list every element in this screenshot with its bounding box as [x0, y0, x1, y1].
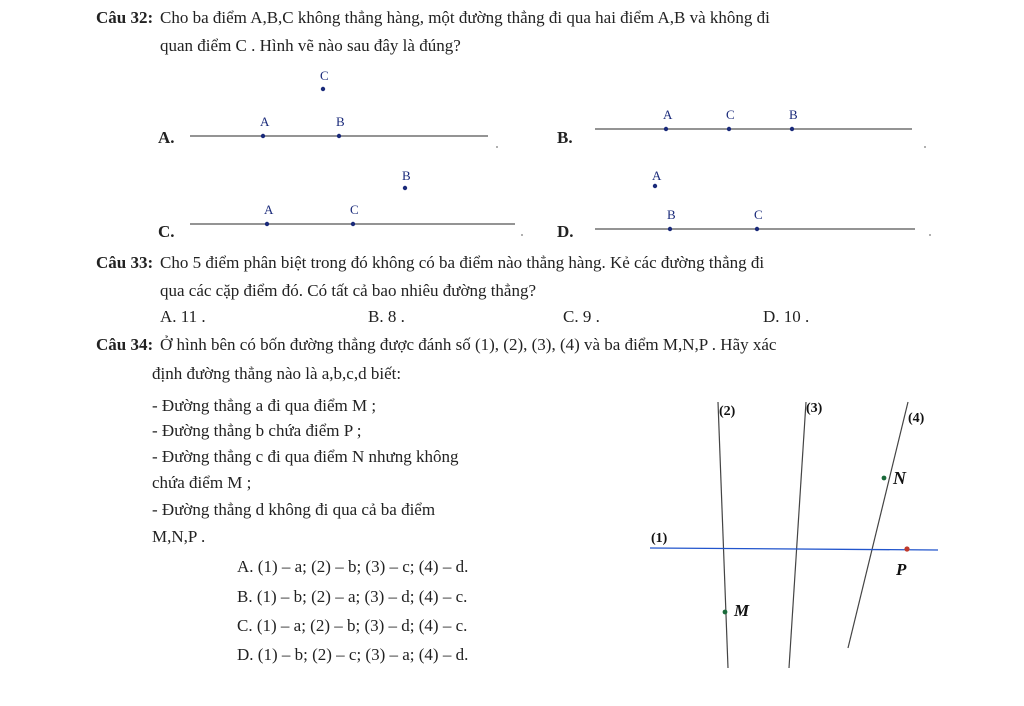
q34-answer-a[interactable]: A. (1) – a; (2) – b; (3) – c; (4) – d. — [237, 557, 469, 576]
q34-line-label-3: (3) — [806, 401, 823, 416]
fig-c-label-a: A — [264, 202, 274, 217]
q34-line-label-2: (2) — [719, 404, 736, 419]
fig-c-label-b: B — [402, 168, 411, 183]
q34-point-p — [904, 546, 909, 551]
q34-line-3 — [789, 402, 806, 668]
fig-a-label-a: A — [260, 114, 270, 129]
fig-d-label-b: B — [667, 207, 676, 222]
q34-text-line2: định đường thẳng nào là a,b,c,d biết: — [152, 364, 402, 383]
q34-point-m — [723, 610, 728, 615]
fig-a-label-c: C — [320, 68, 329, 83]
q34-point-label-p: P — [896, 560, 907, 579]
fig-b-label-a: A — [663, 107, 673, 122]
q34-line-2 — [718, 402, 728, 668]
q33-answer-c[interactable]: C. 9 . — [563, 307, 600, 326]
q34-condition-c: - Đường thẳng c đi qua điểm N nhưng không — [152, 447, 459, 466]
q34-line-4 — [848, 402, 908, 648]
q34-answer-c[interactable]: C. (1) – a; (2) – b; (3) – d; (4) – c. — [237, 616, 468, 635]
q32-option-d[interactable]: D. — [557, 222, 574, 241]
q34-line-label-4: (4) — [908, 411, 925, 426]
q34-point-n — [882, 476, 887, 481]
q32-option-c[interactable]: C. — [158, 222, 175, 241]
q33-text-line2: qua các cặp điểm đó. Có tất cả bao nhiêu đường thẳng? — [160, 281, 537, 300]
q34-condition-d-cont: M,N,P . — [152, 527, 206, 546]
fig-c-label-c: C — [350, 202, 359, 217]
q32-text-line2: quan điểm C . Hình vẽ nào sau đây là đúng? — [160, 36, 461, 55]
q33-answer-b[interactable]: B. 8 . — [368, 307, 405, 326]
q32-option-b[interactable]: B. — [557, 128, 573, 147]
q32-text-line1: Cho ba điểm A,B,C không thẳng hàng, một đường thẳng đi qua hai điểm A,B và không đi — [160, 8, 770, 27]
q34-condition-c-cont: chứa điểm M ; — [152, 473, 252, 492]
q34-condition-d: - Đường thẳng d không đi qua cả ba điểm — [152, 500, 436, 519]
q34-point-label-n: N — [893, 468, 906, 488]
q34-point-label-m: M — [734, 601, 750, 620]
q32-option-a[interactable]: A. — [158, 128, 175, 147]
fig-b-label-b: B — [789, 107, 798, 122]
q33-label: Câu 33: — [96, 253, 154, 272]
q34-answer-b[interactable]: B. (1) – b; (2) – a; (3) – d; (4) – c. — [237, 587, 468, 606]
q34-condition-a: - Đường thẳng a đi qua điểm M ; — [152, 396, 377, 415]
q34-answer-d[interactable]: D. (1) – b; (2) – c; (3) – a; (4) – d. — [237, 645, 469, 664]
q34-line-1 — [650, 548, 938, 550]
fig-d-label-c: C — [754, 207, 763, 222]
q33-answer-d[interactable]: D. 10 . — [763, 307, 810, 326]
q34-label: Câu 34: — [96, 335, 154, 354]
fig-d-label-a: A — [652, 168, 662, 183]
q34-line-label-1: (1) — [651, 531, 668, 546]
fig-b-label-c: C — [726, 107, 735, 122]
q34-text-line1: Ở hình bên có bốn đường thẳng được đánh số (1), (2), (3), (4) và ba điểm M,N,P . Hãy xác — [160, 335, 777, 354]
q33-text-line1: Cho 5 điểm phân biệt trong đó không có ba điểm nào thẳng hàng. Kẻ các đường thẳng đi — [160, 253, 765, 272]
q34-condition-b: - Đường thẳng b chứa điểm P ; — [152, 421, 362, 440]
q33-answer-a[interactable]: A. 11 . — [160, 307, 206, 326]
fig-a-label-b: B — [336, 114, 345, 129]
q32-label: Câu 32: — [96, 8, 154, 27]
